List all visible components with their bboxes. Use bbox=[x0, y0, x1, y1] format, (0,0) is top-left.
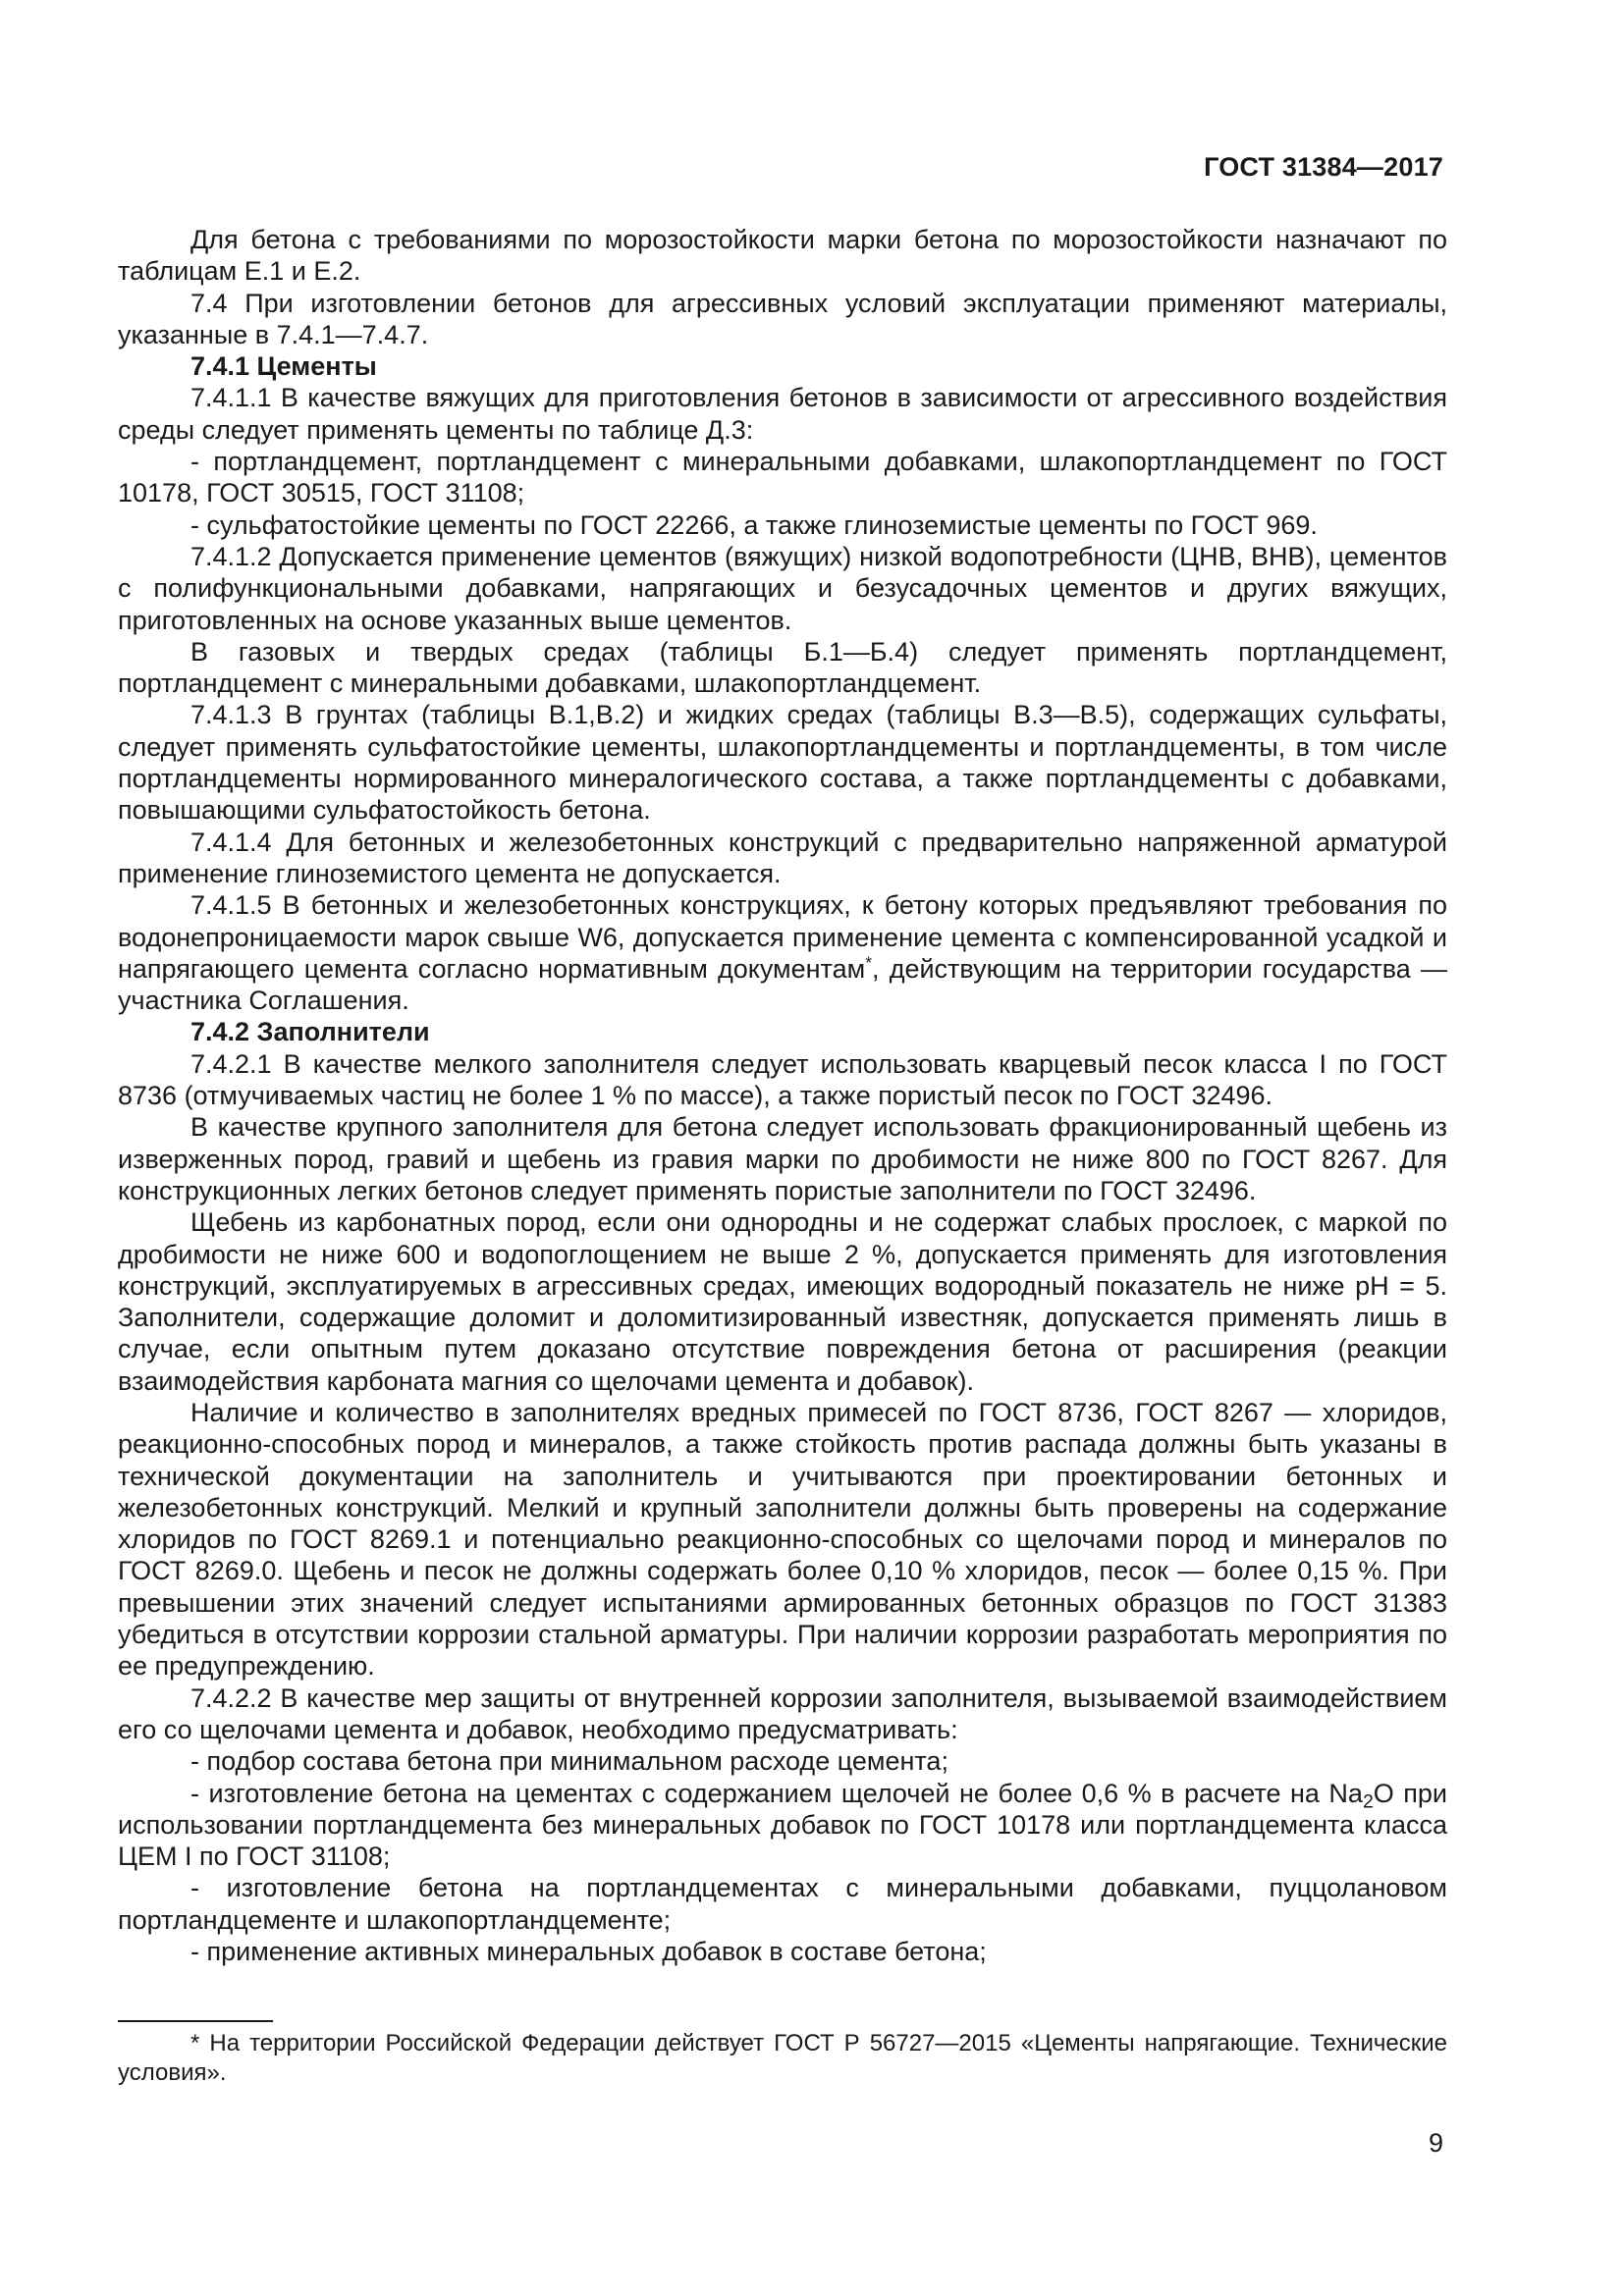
document-number-header: ГОСТ 31384—2017 bbox=[1204, 152, 1443, 182]
list-item: - подбор состава бетона при минимальном расходе цемента; bbox=[190, 1746, 948, 1777]
list-item bbox=[118, 1778, 1447, 1873]
list-item: - изготовление бетона на портландцементах с минеральными добавками, пуццолановом портландцементе и шлакопортландцементе; bbox=[118, 1873, 1447, 1935]
paragraph: Для бетона с требованиями по морозостойкости марки бетона по морозостойкости назначают по таблицам Е.1 и Е.2. bbox=[118, 225, 1447, 287]
page-number: 9 bbox=[1428, 2128, 1443, 2158]
paragraph: 7.4 При изготовлении бетонов для агрессивных условий эксплуатации применяют материалы, указанные в 7.4.1—7.4.7. bbox=[118, 288, 1447, 349]
section-heading-cements: 7.4.1 Цементы bbox=[190, 351, 377, 382]
paragraph-text: , действующим на территории государства — участника Соглашения. bbox=[118, 953, 1447, 1016]
paragraph: 7.4.1.2 Допускается применение цементов (вяжущих) низкой водопотребности (ЦНВ, ВНВ), цементов с полифункциональными добавками, напрягающих и безусадочных цементов и других вяжущих, приготовленных на основе указанных выше цементов. bbox=[118, 541, 1447, 635]
list-item: - сульфатостойкие цементы по ГОСТ 22266, а также глиноземистые цементы по ГОСТ 969. bbox=[190, 509, 1318, 540]
paragraph: 7.4.2.2 В качестве мер защиты от внутренней коррозии заполнителя, вызываемой взаимодействием его со щелочами цемента и добавок, необходимо предусматривать: bbox=[118, 1682, 1447, 1744]
paragraph: 7.4.1.3 В грунтах (таблицы В.1,В.2) и жидких средах (таблицы В.3—В.5), содержащих сульфаты, следует применять сульфатостойкие цементы, шлакопортландцементы и портландцементы, в том числе портландцементы нормированного минералогического состава, а также портландцементы с добавками, повышающими сульфатостойкость бетона. bbox=[118, 700, 1447, 826]
footnote bbox=[118, 2029, 1447, 2088]
footnote-reference: * bbox=[865, 952, 873, 973]
list-item-text: при использовании портландцемента без минеральных добавок по ГОСТ 10178 или портландцемента класса ЦЕМ I по ГОСТ 31108; bbox=[118, 1778, 1448, 1872]
paragraph: 7.4.1.1 В качестве вяжущих для приготовления бетонов в зависимости от агрессивного воздействия среды следует применять цементы по таблице Д.3: bbox=[118, 383, 1447, 445]
formula-text: O bbox=[1373, 1778, 1394, 1808]
list-item-text: - изготовление бетона на цементах с содержанием щелочей не более 0,6 % в расчете на Na bbox=[190, 1778, 1363, 1808]
footnote-text: * На территории Российской Федерации действует ГОСТ Р 56727—2015 «Цементы напрягающие. Технические условия». bbox=[118, 2030, 1447, 2086]
paragraph-text: 7.4.1.5 В бетонных и железобетонных конструкциях, к бетону которых предъявляют требования по водонепроницаемости марок свыше W6, допускается применение цемента с компенсированной усадкой и напрягающего цемента согласно нормативным документам bbox=[118, 890, 1447, 984]
paragraph bbox=[118, 889, 1447, 1016]
paragraph: 7.4.1.4 Для бетонных и железобетонных конструкций с предварительно напряженной арматурой применение глиноземистого цемента не допускается. bbox=[118, 827, 1447, 888]
paragraph: В газовых и твердых средах (таблицы Б.1—Б.4) следует применять портландцемент, портландцемент с минеральными добавками, шлакопортландцемент. bbox=[118, 636, 1447, 699]
paragraph: Наличие и количество в заполнителях вредных примесей по ГОСТ 8736, ГОСТ 8267 — хлоридов, реакционно-способных пород и минералов, а также стойкость против распада должны быть указаны в технической документации на заполнитель и учитываются при проектировании бетонных и железобетонных конструкций. Мелкий и крупный заполнители должны быть проверены на содержание хлоридов по ГОСТ 8269.1 и потенциально реакционно-способных со щелочами пород и минералов по ГОСТ 8269.0. Щебень и песок не должны содержать более 0,10 % хлоридов, песок — более 0,15 %. При превышении этих значений следует испытаниями армированных бетонных образцов по ГОСТ 31383 убедиться в отсутствии коррозии стальной арматуры. При наличии коррозии разработать мероприятия по ее предупреждению. bbox=[118, 1397, 1447, 1682]
section-heading-aggregates: 7.4.2 Заполнители bbox=[190, 1017, 430, 1047]
list-item: - портландцемент, портландцемент с минеральными добавками, шлакопортландцемент по ГОСТ 10178, ГОСТ 30515, ГОСТ 31108; bbox=[118, 447, 1447, 508]
paragraph: Щебень из карбонатных пород, если они однородны и не содержат слабых прослоек, с маркой по дробимости не ниже 600 и водопоглощением не выше 2 %, допускается применять для изготовления конструкций, эксплуатируемых в агрессивных средах, имеющих водородный показатель не ниже рН = 5. Заполнители, содержащие доломит и доломитизированный известняк, допускается применять лишь в случае, если опытным путем доказано отсутствие повреждения бетона от расширения (реакции взаимодействия карбоната магния со щелочами цемента и добавок). bbox=[118, 1207, 1447, 1396]
list-item: - применение активных минеральных добавок в составе бетона; bbox=[190, 1937, 987, 1967]
footnote-divider bbox=[118, 2020, 273, 2022]
paragraph: 7.4.2.1 В качестве мелкого заполнителя следует использовать кварцевый песок класса I по ГОСТ 8736 (отмучиваемых частиц не более 1 % по массе), а также пористый песок по ГОСТ 32496. bbox=[118, 1048, 1447, 1111]
document-body bbox=[118, 224, 1447, 1967]
subscript: 2 bbox=[1362, 1789, 1374, 1812]
paragraph: В качестве крупного заполнителя для бетона следует использовать фракционированный щебень из изверженных пород, гравий и щебень из гравия марки по дробимости не ниже 800 по ГОСТ 8267. Для конструкционных легких бетонов следует применять пористые заполнители по ГОСТ 32496. bbox=[118, 1112, 1447, 1205]
